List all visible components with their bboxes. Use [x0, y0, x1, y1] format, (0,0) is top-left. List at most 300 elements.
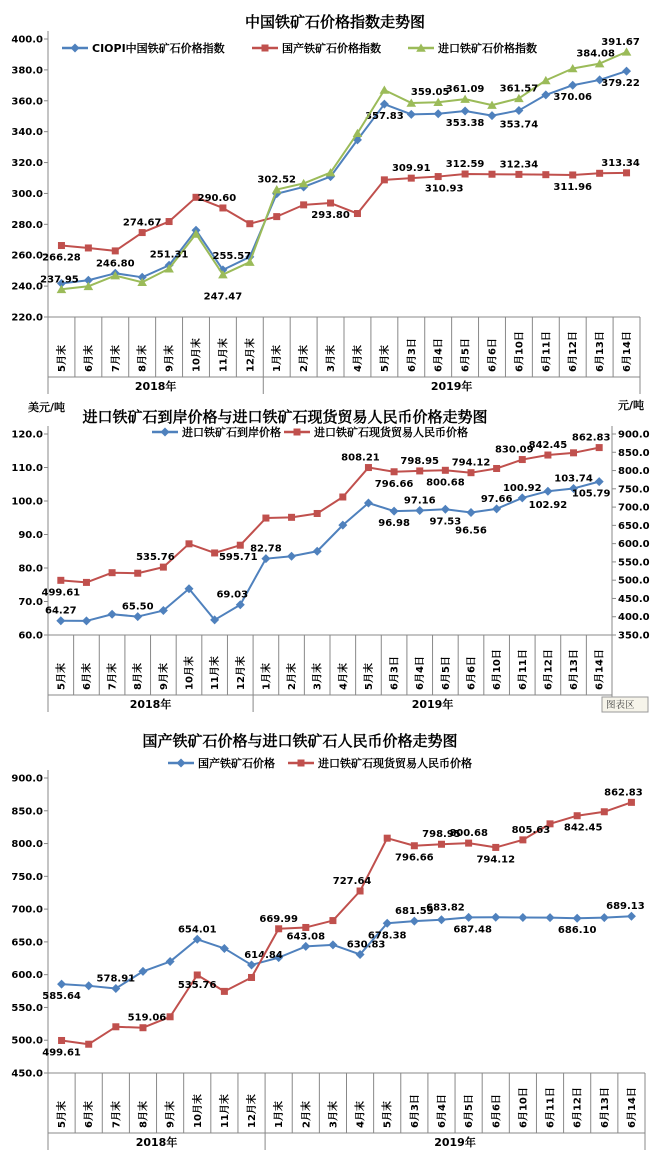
tooltip-label: 图表区	[606, 700, 635, 711]
y-tick-label: 400.0	[618, 612, 650, 624]
square-marker-icon	[515, 171, 522, 178]
diamond-legend-icon	[161, 428, 170, 437]
x-category-label: 6月4日	[415, 656, 427, 690]
data-label: 862.83	[571, 432, 611, 444]
x-category-label: 5月末	[57, 1101, 69, 1128]
y-tick-label: 450.0	[11, 1068, 43, 1080]
square-marker-icon	[288, 514, 295, 521]
diamond-marker-icon	[467, 508, 476, 517]
square-marker-icon	[160, 564, 167, 571]
data-label: 353.38	[445, 118, 485, 130]
triangle-marker-icon	[622, 47, 632, 55]
chart-title: 进口铁矿石到岸价格与进口铁矿石现货贸易人民币价格走势图	[82, 408, 488, 426]
y-tick-label: 500.0	[618, 575, 650, 587]
x-category-label: 4月末	[352, 345, 364, 372]
x-category-label: 6月5日	[460, 338, 472, 372]
legend-label: CIOPI中国铁矿石价格指数	[92, 42, 225, 55]
data-label: 585.64	[42, 991, 81, 1003]
square-marker-icon	[139, 1024, 146, 1031]
data-label: 842.45	[528, 440, 568, 452]
diamond-marker-icon	[82, 616, 91, 625]
data-label: 643.08	[286, 931, 326, 943]
chart-canvas	[0, 0, 650, 395]
x-category-label: 6月10日	[514, 331, 526, 372]
data-label: 798.95	[422, 829, 461, 841]
diamond-marker-icon	[301, 942, 310, 951]
diamond-marker-icon	[492, 504, 501, 513]
y-tick-label: 700.0	[618, 502, 650, 514]
x-axis	[48, 317, 640, 394]
diamond-marker-icon	[543, 487, 552, 496]
x-category-label: 11月末	[210, 656, 222, 690]
legend	[168, 756, 472, 770]
year-group-label: 2019年	[430, 380, 473, 393]
legend-label: 进口铁矿石价格指数	[438, 42, 537, 55]
diamond-marker-icon	[518, 493, 527, 502]
x-category-label: 6月6日	[491, 1094, 503, 1128]
data-label: 683.82	[426, 902, 465, 914]
diamond-marker-icon	[220, 944, 229, 953]
square-marker-icon	[262, 515, 269, 522]
x-category-label: 12月末	[245, 338, 257, 372]
x-category-label: 5月末	[56, 345, 68, 372]
right-axis-unit: 元/吨	[617, 399, 644, 412]
square-marker-icon	[83, 579, 90, 586]
y-tick-label: 260.0	[11, 250, 43, 262]
chart-china-iron-ore-price-index	[0, 0, 650, 395]
diamond-marker-icon	[573, 914, 582, 923]
square-marker-icon	[544, 452, 551, 459]
legend	[62, 41, 537, 55]
y-tick-label: 900.0	[11, 773, 43, 785]
triangle-marker-icon	[541, 76, 551, 84]
square-marker-icon	[570, 449, 577, 456]
data-label: 290.60	[197, 192, 237, 204]
diamond-marker-icon	[108, 610, 117, 619]
legend-item	[152, 425, 281, 439]
data-label: 499.61	[41, 587, 81, 599]
diamond-marker-icon	[622, 67, 631, 76]
y-tick-label: 80.0	[18, 563, 43, 575]
diamond-marker-icon	[56, 616, 65, 625]
legend-item	[284, 425, 468, 439]
y-tick-label: 600.0	[618, 539, 650, 551]
data-label: 794.12	[476, 854, 516, 866]
data-label: 384.08	[576, 48, 615, 60]
x-category-label: 8月末	[137, 345, 149, 372]
x-category-label: 12月末	[235, 656, 247, 690]
diamond-legend-icon	[177, 759, 186, 768]
data-label: 105.79	[571, 488, 611, 500]
y-tick-label: 650.0	[11, 937, 43, 949]
data-label: 97.53	[429, 516, 462, 528]
data-label: 391.67	[601, 36, 640, 48]
y-tick-label: 90.0	[18, 530, 43, 541]
year-group-label: 2019年	[411, 698, 454, 711]
y-tick-label: 220.0	[11, 312, 43, 324]
data-label: 312.34	[499, 159, 539, 171]
series-triangle	[40, 37, 640, 303]
square-marker-icon	[596, 170, 603, 177]
square-marker-icon	[492, 844, 499, 851]
x-category-label: 2月末	[299, 345, 311, 372]
square-marker-icon	[139, 229, 146, 236]
x-category-label: 1月末	[261, 663, 273, 690]
series-line	[61, 52, 626, 289]
square-marker-icon	[384, 835, 391, 842]
square-marker-icon	[221, 988, 228, 995]
diamond-marker-icon	[287, 552, 296, 561]
series-square	[42, 787, 642, 1058]
square-marker-icon	[109, 569, 116, 576]
data-label: 499.61	[42, 1047, 81, 1059]
square-marker-icon	[57, 577, 64, 584]
square-marker-icon	[300, 201, 307, 208]
data-label: 842.45	[563, 822, 603, 834]
square-legend-icon	[294, 429, 301, 436]
legend	[152, 425, 468, 439]
square-marker-icon	[442, 467, 449, 474]
chart-title: 中国铁矿石价格指数走势图	[244, 13, 426, 31]
square-marker-icon	[519, 836, 526, 843]
y-tick-label: 750.0	[11, 871, 43, 883]
y-tick-label: 850.0	[11, 806, 43, 818]
y-tick-label: 280.0	[11, 219, 43, 231]
chart-imported-cif-vs-rmb-price	[0, 395, 650, 718]
diamond-marker-icon	[133, 612, 142, 621]
legend-label: 进口铁矿石现货贸易人民币价格	[314, 426, 468, 439]
legend-item	[168, 756, 275, 770]
x-category-label: 6月6日	[487, 338, 499, 372]
x-category-label: 6月3日	[389, 656, 401, 690]
x-category-label: 9月末	[158, 663, 170, 690]
y-tick-label: 300.0	[11, 188, 43, 200]
chart-area-tooltip	[602, 697, 648, 712]
chart-canvas	[0, 718, 650, 1165]
series-diamond	[45, 473, 611, 625]
x-category-label: 8月末	[138, 1101, 150, 1128]
x-category-label: 6月4日	[433, 338, 445, 372]
data-label: 310.93	[424, 183, 464, 195]
series-line	[62, 802, 632, 1044]
square-marker-icon	[462, 170, 469, 177]
data-label: 578.91	[96, 973, 136, 985]
x-category-label: 6月5日	[464, 1094, 476, 1128]
data-label: 266.28	[42, 252, 81, 264]
data-label: 313.34	[601, 157, 640, 169]
diamond-marker-icon	[441, 505, 450, 514]
x-category-label: 4月末	[355, 1101, 367, 1128]
data-label: 830.09	[494, 444, 534, 456]
data-label: 65.50	[121, 601, 154, 613]
data-label: 535.76	[136, 552, 175, 564]
square-marker-icon	[112, 247, 119, 254]
x-category-label: 5月末	[379, 345, 391, 372]
diamond-marker-icon	[437, 915, 446, 924]
diamond-marker-icon	[627, 912, 636, 921]
square-marker-icon	[493, 465, 500, 472]
square-marker-icon	[381, 176, 388, 183]
data-label: 727.64	[332, 875, 372, 887]
square-marker-icon	[542, 171, 549, 178]
y-tick-label: 110.0	[11, 463, 43, 474]
data-label: 359.05	[410, 87, 450, 99]
square-marker-icon	[186, 540, 193, 547]
x-category-label: 5月末	[363, 663, 375, 690]
data-label: 361.57	[499, 83, 539, 95]
x-category-label: 6月3日	[406, 338, 418, 372]
diamond-marker-icon	[464, 913, 473, 922]
x-category-label: 6月12日	[572, 1087, 584, 1128]
data-label: 379.22	[601, 78, 640, 90]
data-label: 312.59	[445, 158, 485, 170]
diamond-marker-icon	[595, 477, 604, 486]
diamond-marker-icon	[488, 111, 497, 120]
data-label: 808.21	[341, 452, 380, 464]
square-marker-icon	[601, 808, 608, 815]
year-group-label: 2018年	[135, 1136, 178, 1149]
x-category-label: 7月末	[111, 1101, 123, 1128]
y-tick-label: 320.0	[11, 158, 43, 170]
legend-item	[288, 756, 472, 770]
y-tick-label: 800.0	[618, 466, 650, 478]
square-marker-icon	[166, 218, 173, 225]
square-marker-icon	[237, 542, 244, 549]
diamond-marker-icon	[518, 913, 527, 922]
y-tick-label: 650.0	[618, 520, 650, 532]
diamond-marker-icon	[57, 980, 66, 989]
x-category-label: 9月末	[165, 1101, 177, 1128]
square-marker-icon	[314, 510, 321, 517]
x-category-label: 4月末	[338, 663, 350, 690]
x-category-label: 6月12日	[543, 649, 555, 690]
data-label: 798.95	[400, 455, 440, 467]
diamond-marker-icon	[514, 106, 523, 115]
square-marker-icon	[246, 220, 253, 227]
x-category-label: 6月3日	[409, 1094, 421, 1128]
year-group-label: 2018年	[129, 698, 172, 711]
y-tick-label: 340.0	[11, 127, 43, 139]
data-label: 302.52	[257, 174, 297, 186]
data-label: 595.71	[218, 552, 258, 564]
square-marker-icon	[248, 974, 255, 981]
legend-item	[62, 41, 225, 55]
data-label: 100.92	[502, 482, 542, 494]
x-category-label: 6月10日	[518, 1087, 530, 1128]
diamond-marker-icon	[461, 107, 470, 116]
data-label: 353.74	[499, 119, 539, 131]
diamond-marker-icon	[261, 554, 270, 563]
x-category-label: 10月末	[192, 1094, 204, 1128]
triangle-marker-icon	[353, 129, 363, 137]
series-square	[42, 158, 640, 264]
triangle-marker-icon	[218, 270, 228, 278]
data-label: 669.99	[259, 913, 298, 925]
square-marker-icon	[489, 171, 496, 178]
y-tick-label: 70.0	[18, 597, 43, 608]
x-category-label: 6月14日	[622, 331, 634, 372]
square-marker-icon	[628, 799, 635, 806]
x-category-label: 9月末	[164, 345, 176, 372]
legend-item	[252, 41, 381, 55]
chart-canvas	[0, 395, 650, 718]
data-label: 97.66	[480, 493, 513, 505]
x-category-label: 11月末	[219, 1094, 231, 1128]
data-label: 519.06	[127, 1012, 167, 1024]
diamond-marker-icon	[84, 981, 93, 990]
y-tick-label: 600.0	[11, 970, 43, 982]
data-label: 681.59	[395, 906, 434, 918]
square-marker-icon	[435, 173, 442, 180]
data-label: 630.83	[346, 939, 386, 951]
x-category-label: 6月末	[84, 1101, 96, 1128]
data-label: 102.92	[528, 500, 568, 512]
square-marker-icon	[357, 887, 364, 894]
legend-label: 国产铁矿石价格	[198, 757, 275, 770]
square-marker-icon	[302, 924, 309, 931]
square-marker-icon	[408, 175, 415, 182]
square-marker-icon	[354, 210, 361, 217]
x-category-label: 6月4日	[436, 1094, 448, 1128]
square-marker-icon	[194, 971, 201, 978]
legend-item	[408, 41, 537, 55]
y-tick-label: 700.0	[11, 904, 43, 916]
y-tick-label: 550.0	[11, 1002, 43, 1014]
diamond-marker-icon	[546, 913, 555, 922]
data-label: 678.38	[367, 930, 407, 942]
diamond-marker-icon	[600, 913, 609, 922]
data-label: 274.67	[122, 217, 162, 229]
square-marker-icon	[167, 1013, 174, 1020]
data-label: 69.03	[216, 589, 249, 601]
data-label: 103.74	[554, 473, 593, 485]
legend-label: 国产铁矿石价格指数	[282, 42, 381, 55]
data-label: 794.12	[451, 457, 491, 469]
y-tick-label: 450.0	[618, 593, 650, 605]
x-category-label: 6月末	[83, 345, 95, 372]
square-marker-icon	[327, 200, 334, 207]
year-group-label: 2018年	[134, 380, 177, 393]
x-category-label: 6月11日	[545, 1087, 557, 1128]
y-tick-label: 120.0	[11, 429, 43, 441]
x-category-label: 6月13日	[569, 649, 581, 690]
diamond-marker-icon	[415, 506, 424, 515]
x-category-label: 6月11日	[517, 649, 529, 690]
square-marker-icon	[519, 456, 526, 463]
x-category-label: 6月12日	[568, 331, 580, 372]
square-marker-icon	[623, 169, 630, 176]
square-legend-icon	[262, 45, 269, 52]
data-label: 687.48	[453, 924, 492, 936]
square-marker-icon	[58, 242, 65, 249]
x-category-label: 1月末	[274, 1101, 286, 1128]
diamond-legend-icon	[71, 44, 80, 53]
y-tick-label: 400.0	[11, 34, 43, 46]
x-category-label: 10月末	[184, 656, 196, 690]
diamond-marker-icon	[236, 600, 245, 609]
x-category-label: 6月10日	[492, 649, 504, 690]
square-marker-icon	[85, 1041, 92, 1048]
x-category-label: 6月13日	[599, 1087, 611, 1128]
y-tick-label: 750.0	[618, 484, 650, 496]
data-label: 251.31	[149, 249, 189, 261]
data-label: 311.96	[553, 181, 593, 193]
chart-domestic-vs-imported-rmb-price	[0, 718, 650, 1165]
x-category-label: 3月末	[326, 345, 338, 372]
x-category-label: 12月末	[247, 1094, 259, 1128]
diamond-marker-icon	[328, 940, 337, 949]
square-marker-icon	[275, 925, 282, 932]
x-category-label: 6月6日	[466, 656, 478, 690]
x-category-label: 1月末	[272, 345, 284, 372]
y-tick-label: 800.0	[11, 839, 43, 851]
x-category-label: 6月11日	[541, 331, 553, 372]
data-label: 370.06	[553, 92, 593, 104]
data-label: 255.57	[212, 251, 252, 263]
x-axis	[48, 635, 612, 712]
square-marker-icon	[273, 213, 280, 220]
data-label: 654.01	[177, 924, 217, 936]
y-tick-label: 550.0	[618, 557, 650, 569]
data-label: 246.80	[95, 258, 135, 270]
square-marker-icon	[112, 1023, 119, 1030]
data-label: 97.16	[403, 495, 436, 507]
chart-title: 国产铁矿石价格与进口铁矿石人民币价格走势图	[142, 732, 458, 750]
data-label: 247.47	[203, 291, 243, 303]
square-marker-icon	[365, 464, 372, 471]
data-label: 805.63	[511, 824, 551, 836]
x-category-label: 6月5日	[440, 656, 452, 690]
left-axis-unit: 美元/吨	[28, 401, 66, 414]
square-marker-icon	[411, 842, 418, 849]
y-tick-label: 380.0	[11, 65, 43, 77]
data-label: 237.95	[40, 274, 79, 286]
square-marker-icon	[465, 840, 472, 847]
diamond-marker-icon	[407, 110, 416, 119]
data-label: 96.98	[378, 518, 410, 530]
diamond-marker-icon	[568, 81, 577, 90]
x-category-label: 7月末	[110, 345, 122, 372]
data-label: 309.91	[391, 163, 431, 175]
data-label: 800.68	[426, 477, 465, 489]
data-label: 64.27	[44, 605, 77, 617]
diamond-marker-icon	[491, 913, 500, 922]
data-label: 293.80	[311, 210, 350, 222]
square-marker-icon	[569, 171, 576, 178]
series-square	[42, 433, 611, 599]
y-tick-label: 850.0	[618, 447, 650, 459]
series-line	[62, 913, 632, 988]
data-label: 361.09	[445, 84, 485, 96]
legend-label: 进口铁矿石到岸价格	[182, 426, 281, 439]
y-tick-label: 100.0	[11, 496, 43, 508]
y-tick-label: 500.0	[11, 1035, 43, 1047]
square-marker-icon	[416, 467, 423, 474]
square-marker-icon	[339, 493, 346, 500]
x-category-label: 3月末	[328, 1101, 340, 1128]
triangle-marker-icon	[380, 85, 390, 93]
x-category-label: 5月末	[382, 1101, 394, 1128]
square-marker-icon	[211, 549, 218, 556]
series-diamond	[42, 901, 644, 1002]
square-legend-icon	[298, 760, 305, 767]
x-category-label: 8月末	[133, 663, 145, 690]
diamond-marker-icon	[410, 917, 419, 926]
square-marker-icon	[58, 1037, 65, 1044]
y-tick-label: 360.0	[11, 96, 43, 108]
data-label: 800.68	[449, 828, 488, 840]
data-label: 686.10	[557, 925, 597, 937]
